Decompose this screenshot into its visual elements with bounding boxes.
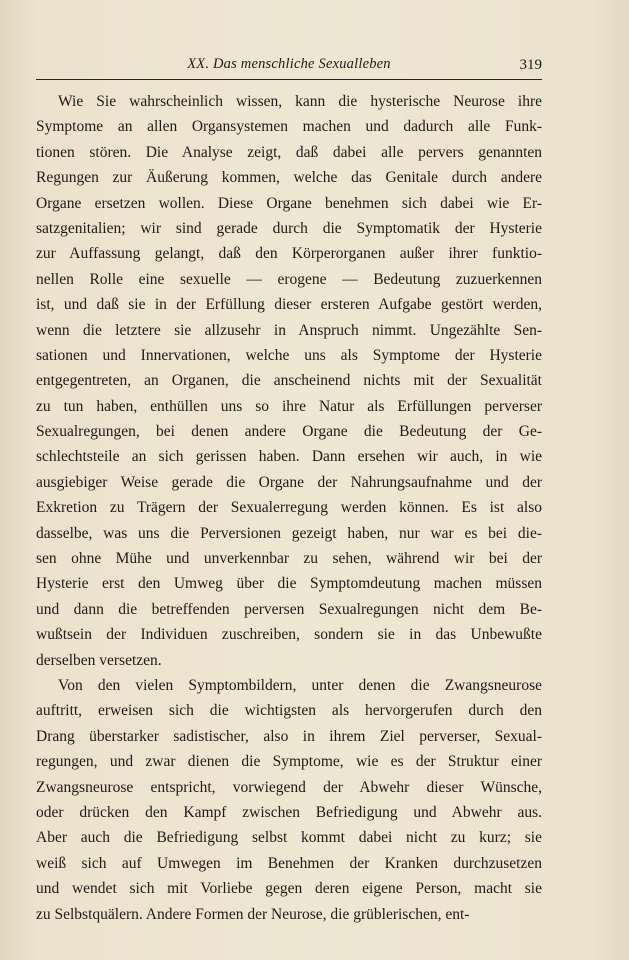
text-line: und wendet sich mit Vorliebe gegen deren eigene Person, macht sie xyxy=(36,880,542,898)
text-line: Regungen zur Äußerung kommen, welche das Genitale durch andere xyxy=(36,169,542,187)
text-line: ausgiebiger Weise gerade die Organe der Nahrungsaufnahme und der xyxy=(36,473,542,491)
text-line: zu Selbstquälern. Andere Formen der Neurose, die grüblerischen, ent- xyxy=(36,905,470,923)
text-line: zur Auffassung gelangt, daß den Körperorganen außer ihrer funktio- xyxy=(36,245,542,263)
body-text xyxy=(36,89,542,927)
text-line: nellen Rolle eine sexuelle — erogene — Bedeutung zuzuerkennen xyxy=(36,270,542,288)
text-line: und dann die betreffenden perversen Sexualregungen nicht dem Be- xyxy=(36,600,542,618)
text-line: Sexualregungen, bei denen andere Organe die Bedeutung der Ge- xyxy=(36,423,542,441)
text-line: auftritt, erweisen sich die wichtigsten als hervorgerufen durch den xyxy=(36,702,542,720)
text-line: oder drücken den Kampf zwischen Befriedigung und Abwehr aus. xyxy=(36,803,542,821)
text-line: Zwangsneurose entspricht, vorwiegend der Abwehr dieser Wünsche, xyxy=(36,778,542,796)
text-line: derselben versetzen. xyxy=(36,651,162,669)
text-line: sationen und Innervationen, welche uns als Symptome der Hysterie xyxy=(36,346,542,364)
text-line: wenn die letztere sie allzusehr in Anspruch nimmt. Ungezählte Sen- xyxy=(36,321,542,339)
text-line: tionen stören. Die Analyse zeigt, daß dabei alle pervers genannten xyxy=(36,143,542,161)
text-line: Hysterie erst den Umweg über die Symptomdeutung machen müssen xyxy=(36,575,542,593)
text-line: regungen, und zwar dienen die Symptome, wie es der Struktur einer xyxy=(36,753,542,771)
header-rule xyxy=(36,79,542,80)
running-title: XX. Das menschliche Sexualleben xyxy=(187,56,391,72)
text-line: Symptome an allen Organsystemen machen und dadurch alle Funk- xyxy=(36,118,542,136)
page-number: 319 xyxy=(519,57,542,73)
text-line: schlechtsteile an sich gerissen haben. Dann ersehen wir auch, in wie xyxy=(36,448,542,466)
text-line: Exkretion zu Trägern der Sexualerregung werden können. Es ist also xyxy=(36,499,542,517)
text-line: ist, und daß sie in der Erfüllung dieser ersteren Aufgabe gestört werden, xyxy=(36,296,542,314)
text-line: Wie Sie wahrscheinlich wissen, kann die hysterische Neurose ihre xyxy=(58,93,542,110)
text-line: zu tun haben, enthüllen uns so ihre Natur als Erfüllungen perverser xyxy=(36,397,542,415)
text-line: dasselbe, was uns die Perversionen gezeigt haben, nur war es bei die- xyxy=(36,524,542,542)
text-line: sen ohne Mühe und unverkennbar zu sehen, während wir bei der xyxy=(36,550,542,568)
page-header xyxy=(36,56,542,78)
text-line: entgegentreten, an Organen, die anscheinend nichts mit der Sexualität xyxy=(36,372,542,390)
text-line: Organe ersetzen wollen. Diese Organe benehmen sich dabei wie Er- xyxy=(36,194,542,212)
text-line: Aber auch die Befriedigung selbst kommt dabei nicht zu kurz; sie xyxy=(36,829,542,847)
text-line: wußtsein der Individuen zuschreiben, sondern sie in das Unbewußte xyxy=(36,626,542,644)
text-line: weiß sich auf Umwegen im Benehmen der Kranken durchzusetzen xyxy=(36,854,542,872)
text-line: Drang überstarker sadistischer, also in ihrem Ziel perverser, Sexual- xyxy=(36,727,542,745)
text-line: satzgenitalien; wir sind gerade durch die Symptomatik der Hysterie xyxy=(36,219,542,237)
text-line: Von den vielen Symptombildern, unter denen die Zwangsneurose xyxy=(58,676,542,694)
